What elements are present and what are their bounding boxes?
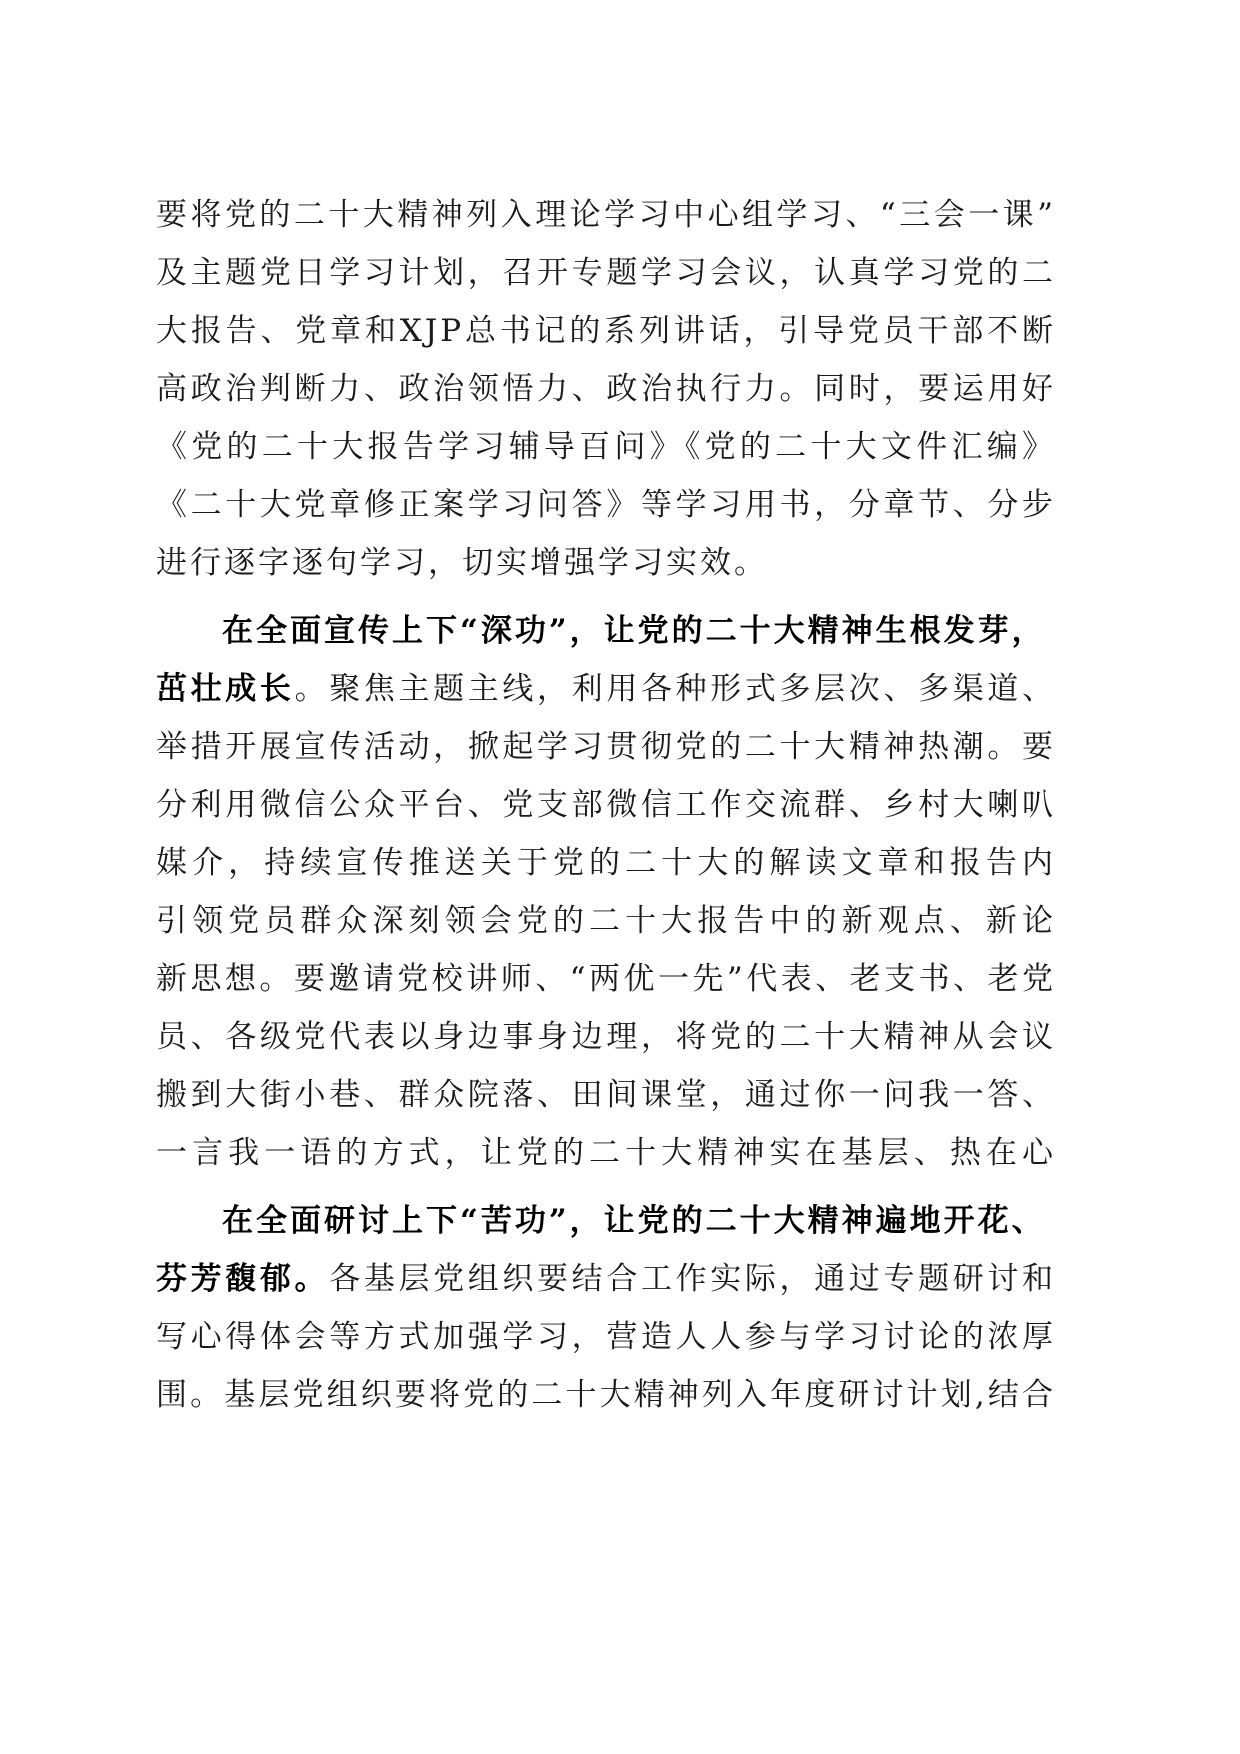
text-line: 《二十大党章修正案学习问答》等学习用书，分章节、分步 — [156, 487, 1056, 523]
text-line: 高政治判断力、政治领悟力、政治执行力。同时，要运用好 — [156, 371, 1056, 407]
text-line: 要将党的二十大精神列入理论学习中心组学习、“三会一课” — [156, 197, 1056, 233]
text-line: 大报告、党章和XJP总书记的系列讲话，引导党员干部不断 — [156, 313, 1056, 349]
paragraph-2 — [156, 602, 1056, 1182]
body-text — [156, 186, 1056, 1424]
text-line: 媒介，持续宣传推送关于党的二十大的解读文章和报告内 — [156, 845, 1056, 881]
text-line: 分利用微信公众平台、党支部微信工作交流群、乡村大喇叭 — [156, 787, 1056, 823]
text-run: 。聚焦主题主线，利用各种形式多层次、多渠道、 — [294, 671, 1056, 707]
text-line: 搬到大街小巷、群众院落、田间课堂，通过你一问我一答、 — [156, 1077, 1056, 1113]
paragraph-gap — [156, 592, 1056, 602]
section-heading-propaganda-end: 茁壮成长 — [156, 671, 295, 707]
section-heading-discussion: 在全面研讨上下“苦功”，让党的二十大精神遍地开花、 — [222, 1203, 1046, 1239]
text-line: 一言我一语的方式，让党的二十大精神实在基层、热在心 — [156, 1135, 1056, 1171]
section-heading-discussion-end: 芬芳馥郁。 — [156, 1261, 330, 1297]
text-line: 围。基层党组织要将党的二十大精神列入年度研讨计划,结合 — [156, 1377, 1056, 1413]
text-line: 引领党员群众深刻领会党的二十大报告中的新观点、新论 — [156, 903, 1056, 939]
text-line: 新思想。要邀请党校讲师、“两优一先”代表、老支书、老党 — [156, 961, 1056, 997]
text-line — [156, 660, 1056, 718]
text-line: 举措开展宣传活动，掀起学习贯彻党的二十大精神热潮。要 — [156, 729, 1056, 765]
text-line: 及主题党日学习计划，召开专题学习会议，认真学习党的二 — [156, 255, 1056, 291]
text-line — [156, 1250, 1056, 1308]
text-run: 各基层党组织要结合工作实际，通过专题研讨和 — [329, 1261, 1056, 1297]
paragraph-1 — [156, 186, 1056, 592]
text-line: 员、各级党代表以身边事身边理，将党的二十大精神从会议 — [156, 1019, 1056, 1055]
text-line: 写心得体会等方式加强学习，营造人人参与学习讨论的浓厚 — [156, 1319, 1056, 1355]
paragraph-3 — [156, 1192, 1056, 1424]
paragraph-gap — [156, 1182, 1056, 1192]
section-heading-propaganda: 在全面宣传上下“深功”，让党的二十大精神生根发芽， — [222, 613, 1046, 649]
text-line: 进行逐字逐句学习，切实增强学习实效。 — [156, 545, 768, 581]
text-line: 《党的二十大报告学习辅导百问》《党的二十大文件汇编》 — [156, 429, 1056, 465]
